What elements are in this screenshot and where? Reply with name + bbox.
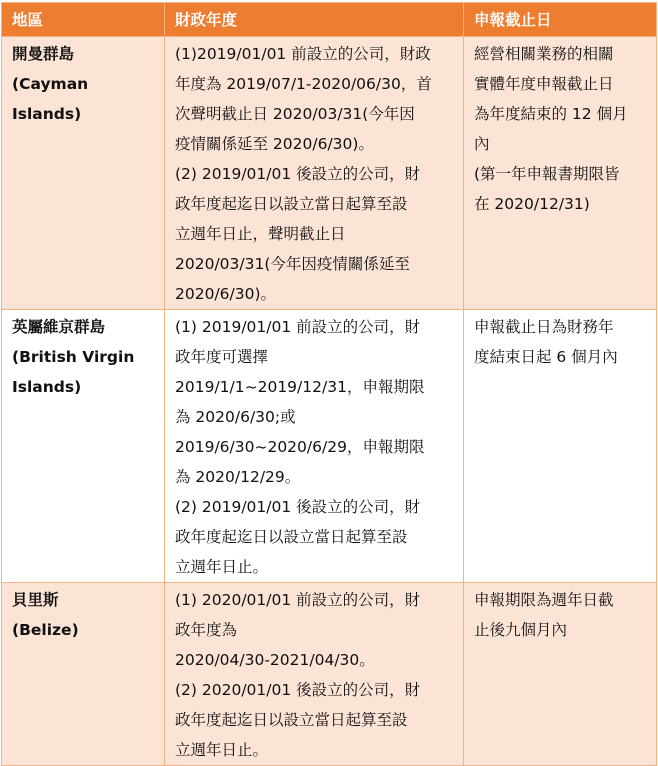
- fiscal-line: 立週年日止，聲明截止日: [175, 225, 346, 243]
- deadline-line: 為年度結束的 12 個月: [474, 105, 628, 123]
- tax-deadline-table: [1, 2, 657, 766]
- fiscal-line: 政年度為: [175, 621, 238, 639]
- region-cell: [2, 583, 165, 766]
- fiscal-line: 立週年日止。: [175, 741, 269, 759]
- deadline-line: 度結束日起 6 個月內: [474, 348, 618, 366]
- deadline-line: 申報期限為週年日截: [474, 591, 614, 609]
- table-row-cayman: [2, 37, 657, 310]
- deadline-line: 實體年度申報截止日: [474, 75, 614, 93]
- fiscal-line: 政年度起迄日以設立當日起算至設: [175, 711, 408, 729]
- region-line: 開曼群島: [12, 45, 75, 63]
- header-deadline: 申報截止日: [464, 3, 657, 37]
- fiscal-line: 政年度起迄日以設立當日起算至設: [175, 195, 408, 213]
- region-cell: [2, 37, 165, 310]
- deadline-line: 止後九個月內: [474, 621, 568, 639]
- table-row-bvi: [2, 310, 657, 583]
- header-region: 地區: [2, 3, 165, 37]
- fiscal-line: 疫情關係延至 2020/6/30)。: [175, 135, 374, 153]
- fiscal-line: 2020/6/30)。: [175, 285, 277, 303]
- fiscal-year-cell: [165, 310, 464, 583]
- fiscal-line: 2019/1/1~2019/12/31，申報期限: [175, 378, 425, 396]
- region-line: 貝里斯: [12, 591, 59, 609]
- deadline-line: (第一年申報書期限皆: [474, 165, 620, 183]
- deadline-cell: [464, 583, 657, 766]
- region-cell: [2, 310, 165, 583]
- deadline-cell: [464, 310, 657, 583]
- deadline-cell: [464, 37, 657, 310]
- deadline-line: 內: [474, 135, 490, 153]
- region-line: (Cayman: [12, 75, 89, 93]
- fiscal-line: (2) 2019/01/01 後設立的公司，財: [175, 165, 421, 183]
- region-line: Islands): [12, 378, 82, 396]
- deadline-line: 在 2020/12/31): [474, 195, 590, 213]
- fiscal-year-cell: [165, 583, 464, 766]
- header-fiscal-year: 財政年度: [165, 3, 464, 37]
- fiscal-line: 2019/6/30~2020/6/29，申報期限: [175, 438, 425, 456]
- fiscal-line: (2) 2019/01/01 後設立的公司，財: [175, 498, 421, 516]
- fiscal-line: 2020/04/30-2021/04/30。: [175, 651, 375, 669]
- fiscal-line: 為 2020/6/30;或: [175, 408, 296, 426]
- fiscal-line: (1) 2020/01/01 前設立的公司，財: [175, 591, 421, 609]
- fiscal-line: (1) 2019/01/01 前設立的公司，財: [175, 318, 421, 336]
- region-line: (British Virgin: [12, 348, 135, 366]
- fiscal-line: 2020/03/31(今年因疫情關係延至: [175, 255, 410, 273]
- fiscal-line: 政年度可選擇: [175, 348, 269, 366]
- fiscal-year-cell: [165, 37, 464, 310]
- fiscal-line: 為 2020/12/29。: [175, 468, 301, 486]
- deadline-line: 申報截止日為財務年: [474, 318, 614, 336]
- fiscal-line: 政年度起迄日以設立當日起算至設: [175, 528, 408, 546]
- deadline-line: 經營相關業務的相關: [474, 45, 614, 63]
- fiscal-line: 立週年日止。: [175, 558, 269, 576]
- region-line: Islands): [12, 105, 82, 123]
- header-row: [2, 3, 657, 37]
- fiscal-line: 年度為 2019/07/1-2020/06/30，首: [175, 75, 432, 93]
- table-row-belize: [2, 583, 657, 766]
- fiscal-line: (1)2019/01/01 前設立的公司，財政: [175, 45, 431, 63]
- fiscal-line: (2) 2020/01/01 後設立的公司，財: [175, 681, 421, 699]
- fiscal-line: 次聲明截止日 2020/03/31(今年因: [175, 105, 415, 123]
- region-line: 英屬維京群島: [12, 318, 106, 336]
- region-line: (Belize): [12, 621, 79, 639]
